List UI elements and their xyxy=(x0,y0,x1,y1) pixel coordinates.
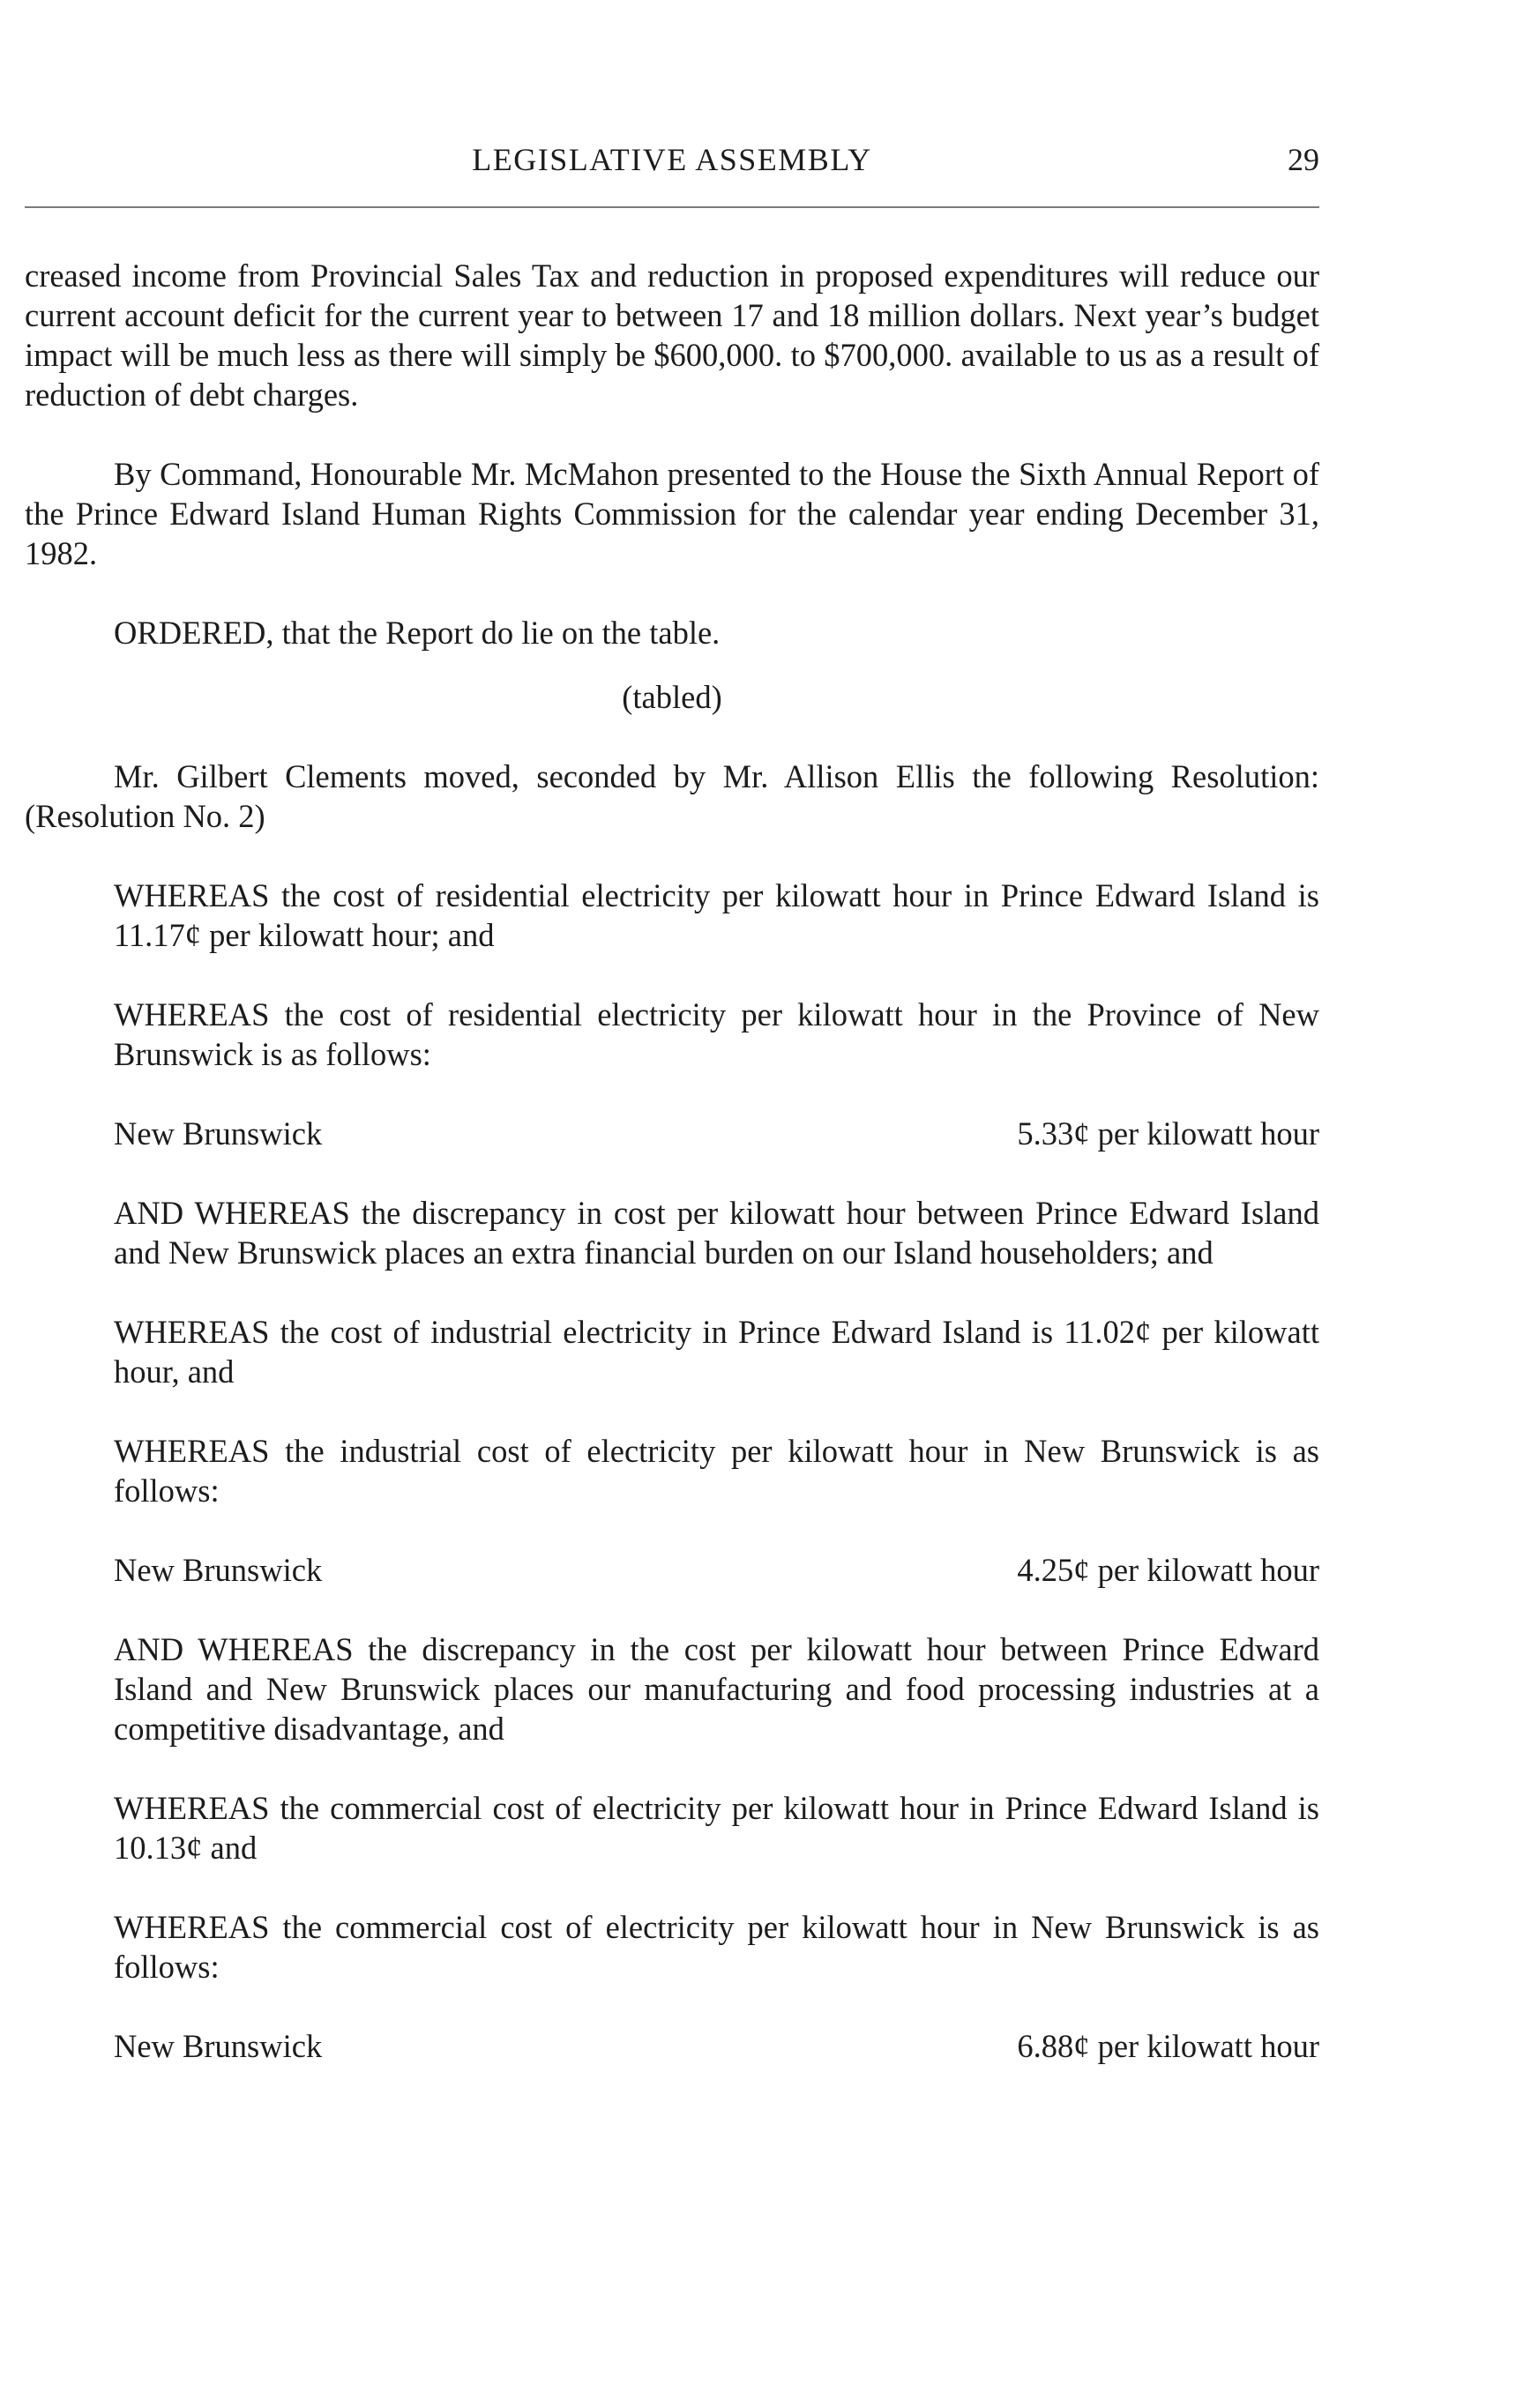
rate-place: New Brunswick xyxy=(114,2028,323,2064)
whereas-industrial-pei: WHEREAS the cost of industrial electricity in Prince Edward Island is 11.02¢ per kilowatt hour, and xyxy=(114,1314,1319,1390)
rate-value: 4.25¢ per kilowatt hour xyxy=(1017,1552,1319,1588)
paragraph-continued-income: creased income from Provincial Sales Tax and reduction in proposed expenditures will reduce our current account deficit for the current year to between 17 and 18 million dollars. Next year’s budget impact will be much less as there will simply be $600,000. to $700,000. available to us as a result of reduction of debt charges. xyxy=(25,257,1319,413)
rate-row-residential xyxy=(114,1114,1319,1153)
paragraph-motion: Mr. Gilbert Clements moved, seconded by Mr. Allison Ellis the following Resolution: (Resolution No. 2) xyxy=(25,758,1319,834)
whereas-residential-pei: WHEREAS the cost of residential electricity per kilowatt hour in Prince Edward Island is 11.17¢ per kilowatt hour; and xyxy=(114,877,1319,953)
whereas-commercial-pei: WHEREAS the commercial cost of electricity per kilowatt hour in Prince Edward Island is 10.13¢ and xyxy=(114,1790,1319,1866)
whereas-industrial-discrepancy: AND WHEREAS the discrepancy in the cost per kilowatt hour between Prince Edward Island and New Brunswick places our manufacturing and food processing industries at a competitive disadvantage, and xyxy=(114,1631,1319,1747)
body-text xyxy=(25,256,1319,2106)
whereas-residential-nb: WHEREAS the cost of residential electricity per kilowatt hour in the Province of New Brunswick is as follows: xyxy=(114,996,1319,1072)
paragraph-human-rights-report: By Command, Honourable Mr. McMahon presented to the House the Sixth Annual Report of the Prince Edward Island Human Rights Commission for the calendar year ending December 31, 1982. xyxy=(25,456,1319,571)
page-number: 29 xyxy=(1288,142,1319,177)
page-header xyxy=(25,132,1319,185)
tabled-note: (tabled) xyxy=(622,679,722,715)
rate-row-industrial xyxy=(114,1550,1319,1590)
header-rule xyxy=(25,206,1319,208)
whereas-commercial-nb: WHEREAS the commercial cost of electricity per kilowatt hour in New Brunswick is as follows: xyxy=(114,1909,1319,1985)
paragraph-ordered: ORDERED, that the Report do lie on the table. xyxy=(114,615,721,651)
rate-place: New Brunswick xyxy=(114,1115,323,1152)
rate-place: New Brunswick xyxy=(114,1552,323,1588)
rate-value: 6.88¢ per kilowatt hour xyxy=(1017,2028,1319,2064)
rate-value: 5.33¢ per kilowatt hour xyxy=(1017,1115,1319,1152)
whereas-residential-discrepancy: AND WHEREAS the discrepancy in cost per kilowatt hour between Prince Edward Island and New Brunswick places an extra financial burden on our Island householders; and xyxy=(114,1195,1319,1271)
running-title: LEGISLATIVE ASSEMBLY xyxy=(472,142,872,177)
whereas-industrial-nb: WHEREAS the industrial cost of electricity per kilowatt hour in New Brunswick is as follows: xyxy=(114,1433,1319,1509)
rate-row-commercial xyxy=(114,2026,1319,2066)
